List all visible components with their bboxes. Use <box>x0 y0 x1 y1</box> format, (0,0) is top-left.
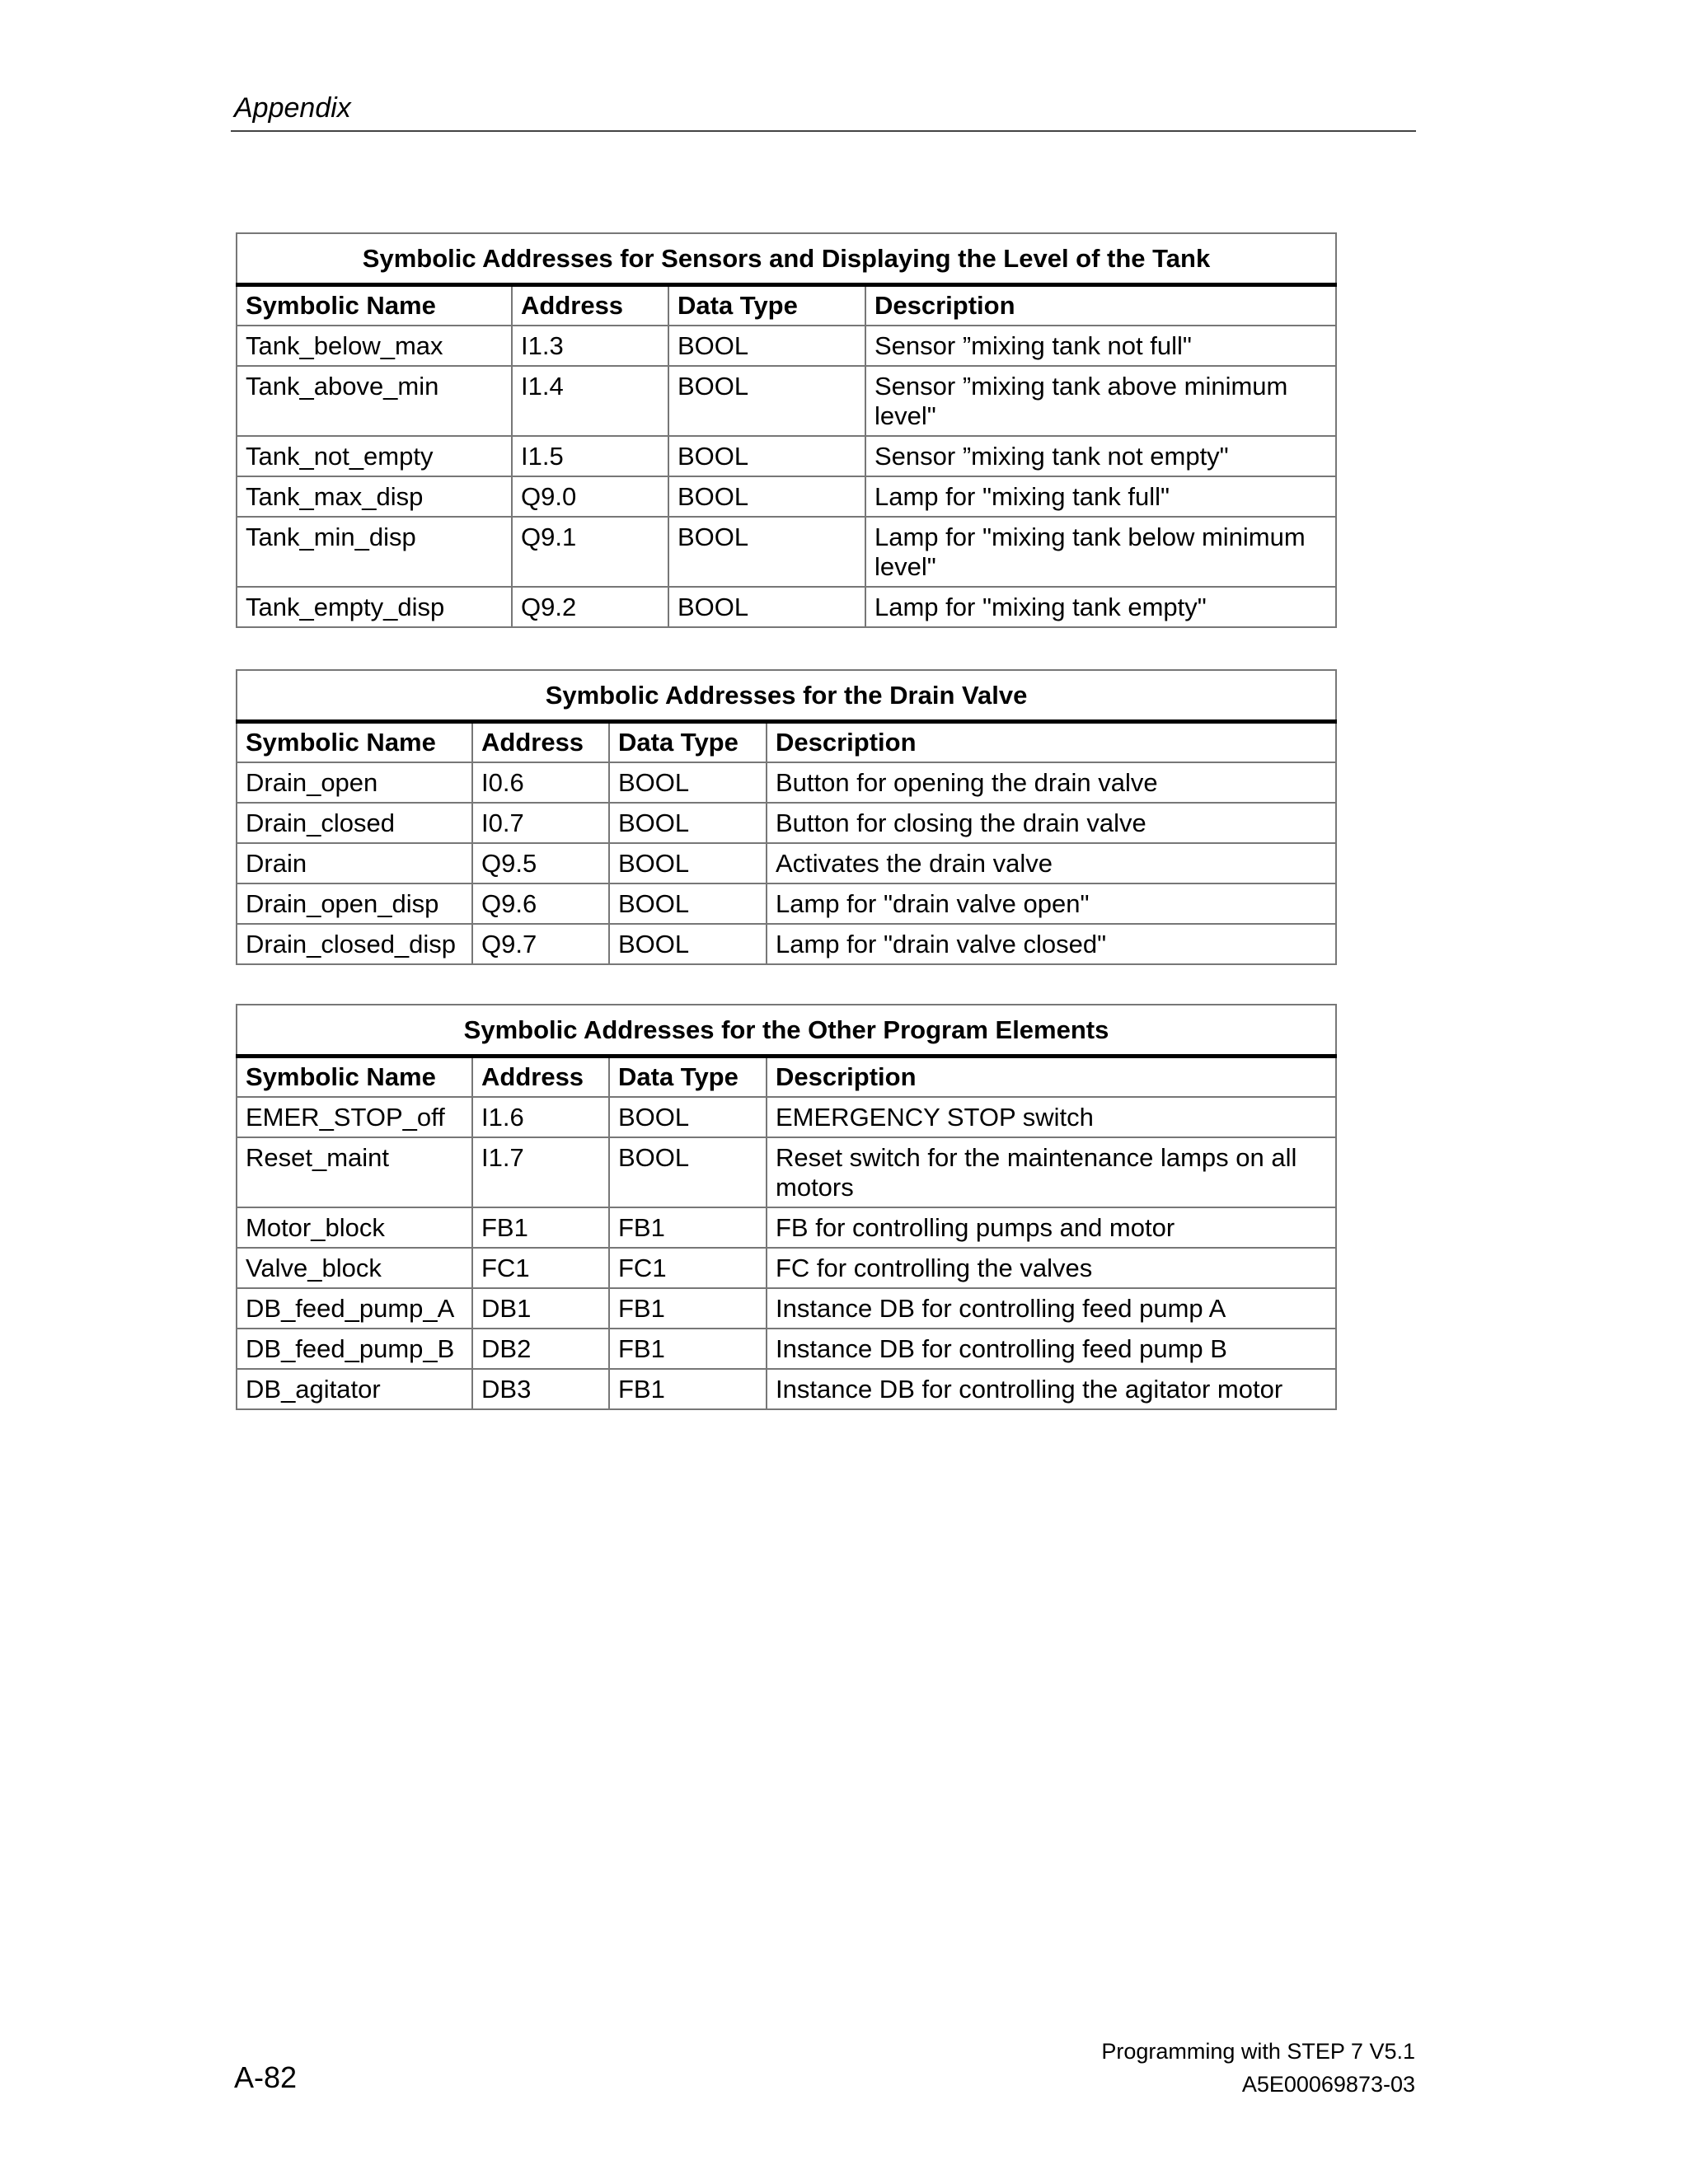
table-header-row <box>237 722 1336 763</box>
cell-symbolic-name: EMER_STOP_off <box>237 1097 472 1137</box>
cell-description: EMERGENCY STOP switch <box>767 1097 1336 1137</box>
table-caption: Symbolic Addresses for the Other Program Elements <box>237 1005 1336 1057</box>
cell-address: I1.4 <box>512 366 668 436</box>
sensor-symbols-table <box>236 232 1337 628</box>
cell-symbolic-name: DB_feed_pump_A <box>237 1288 472 1329</box>
cell-symbolic-name: Drain_closed_disp <box>237 924 472 964</box>
cell-description: Activates the drain valve <box>767 843 1336 883</box>
cell-address: Q9.7 <box>472 924 609 964</box>
column-header-data-type: Data Type <box>668 285 865 326</box>
table-row <box>237 803 1336 843</box>
table-caption: Symbolic Addresses for Sensors and Displaying the Level of the Tank <box>237 233 1336 285</box>
column-header-symbolic-name: Symbolic Name <box>237 285 512 326</box>
cell-data-type: FB1 <box>609 1288 767 1329</box>
cell-description: Lamp for "drain valve closed" <box>767 924 1336 964</box>
column-header-description: Description <box>767 1057 1336 1098</box>
program-elements-symbols-table <box>236 1004 1337 1410</box>
cell-data-type: BOOL <box>668 476 865 517</box>
column-header-symbolic-name: Symbolic Name <box>237 722 472 763</box>
cell-address: FC1 <box>472 1248 609 1288</box>
table-row <box>237 1369 1336 1409</box>
cell-address: I1.5 <box>512 436 668 476</box>
cell-description: Instance DB for controlling the agitator motor <box>767 1369 1336 1409</box>
cell-symbolic-name: Drain <box>237 843 472 883</box>
cell-symbolic-name: Drain_open <box>237 762 472 803</box>
cell-address: Q9.5 <box>472 843 609 883</box>
cell-data-type: BOOL <box>668 326 865 366</box>
cell-symbolic-name: Tank_above_min <box>237 366 512 436</box>
column-header-data-type: Data Type <box>609 1057 767 1098</box>
page-number: A-82 <box>234 2060 298 2094</box>
table-row <box>237 883 1336 924</box>
cell-symbolic-name: Tank_min_disp <box>237 517 512 587</box>
cell-address: DB2 <box>472 1329 609 1369</box>
cell-address: Q9.0 <box>512 476 668 517</box>
cell-data-type: BOOL <box>609 1137 767 1207</box>
cell-address: I1.7 <box>472 1137 609 1207</box>
cell-address: I0.6 <box>472 762 609 803</box>
cell-data-type: BOOL <box>668 587 865 627</box>
table-row <box>237 1097 1336 1137</box>
cell-data-type: BOOL <box>668 517 865 587</box>
table-header-row <box>237 285 1336 326</box>
cell-symbolic-name: DB_agitator <box>237 1369 472 1409</box>
cell-description: Lamp for "mixing tank full" <box>865 476 1336 517</box>
cell-data-type: BOOL <box>609 803 767 843</box>
cell-description: Instance DB for controlling feed pump B <box>767 1329 1336 1369</box>
cell-data-type: BOOL <box>609 843 767 883</box>
cell-address: I1.6 <box>472 1097 609 1137</box>
table-row <box>237 1207 1336 1248</box>
cell-data-type: BOOL <box>609 924 767 964</box>
cell-address: Q9.6 <box>472 883 609 924</box>
cell-address: I0.7 <box>472 803 609 843</box>
cell-description: Button for opening the drain valve <box>767 762 1336 803</box>
column-header-address: Address <box>512 285 668 326</box>
cell-description: Instance DB for controlling feed pump A <box>767 1288 1336 1329</box>
cell-symbolic-name: Motor_block <box>237 1207 472 1248</box>
cell-symbolic-name: Tank_not_empty <box>237 436 512 476</box>
cell-data-type: BOOL <box>609 1097 767 1137</box>
table-row <box>237 1137 1336 1207</box>
cell-address: DB1 <box>472 1288 609 1329</box>
cell-symbolic-name: Drain_closed <box>237 803 472 843</box>
table-row <box>237 924 1336 964</box>
table-header-row <box>237 1057 1336 1098</box>
table-row <box>237 587 1336 627</box>
table-row <box>237 1329 1336 1369</box>
cell-symbolic-name: DB_feed_pump_B <box>237 1329 472 1369</box>
cell-symbolic-name: Reset_maint <box>237 1137 472 1207</box>
cell-symbolic-name: Drain_open_disp <box>237 883 472 924</box>
cell-data-type: BOOL <box>668 436 865 476</box>
cell-address: Q9.1 <box>512 517 668 587</box>
column-header-address: Address <box>472 722 609 763</box>
table-row <box>237 476 1336 517</box>
cell-address: FB1 <box>472 1207 609 1248</box>
column-header-symbolic-name: Symbolic Name <box>237 1057 472 1098</box>
table-row <box>237 326 1336 366</box>
table-row <box>237 843 1336 883</box>
table-row <box>237 1248 1336 1288</box>
cell-description: FB for controlling pumps and motor <box>767 1207 1336 1248</box>
cell-description: Lamp for "drain valve open" <box>767 883 1336 924</box>
cell-data-type: FB1 <box>609 1329 767 1369</box>
cell-description: Sensor ”mixing tank above minimum level" <box>865 366 1336 436</box>
drain-valve-symbols-table <box>236 669 1337 965</box>
cell-address: DB3 <box>472 1369 609 1409</box>
header-divider <box>231 130 1416 132</box>
table-caption: Symbolic Addresses for the Drain Valve <box>237 670 1336 722</box>
cell-symbolic-name: Tank_empty_disp <box>237 587 512 627</box>
cell-description: Sensor ”mixing tank not empty" <box>865 436 1336 476</box>
book-title: Programming with STEP 7 V5.1 <box>1101 2039 1415 2064</box>
cell-symbolic-name: Tank_below_max <box>237 326 512 366</box>
table-row <box>237 1288 1336 1329</box>
cell-data-type: FB1 <box>609 1207 767 1248</box>
column-header-description: Description <box>865 285 1336 326</box>
column-header-data-type: Data Type <box>609 722 767 763</box>
table-row <box>237 517 1336 587</box>
cell-data-type: BOOL <box>609 762 767 803</box>
cell-description: Sensor ”mixing tank not full" <box>865 326 1336 366</box>
cell-data-type: BOOL <box>609 883 767 924</box>
document-code: A5E00069873-03 <box>1241 2072 1415 2097</box>
cell-address: I1.3 <box>512 326 668 366</box>
cell-description: FC for controlling the valves <box>767 1248 1336 1288</box>
column-header-description: Description <box>767 722 1336 763</box>
cell-data-type: FB1 <box>609 1369 767 1409</box>
cell-description: Reset switch for the maintenance lamps on all motors <box>767 1137 1336 1207</box>
table-row <box>237 366 1336 436</box>
table-row <box>237 436 1336 476</box>
cell-description: Lamp for "mixing tank below minimum level" <box>865 517 1336 587</box>
cell-symbolic-name: Tank_max_disp <box>237 476 512 517</box>
cell-symbolic-name: Valve_block <box>237 1248 472 1288</box>
page-header-title: Appendix <box>234 92 351 124</box>
column-header-address: Address <box>472 1057 609 1098</box>
cell-data-type: FC1 <box>609 1248 767 1288</box>
cell-data-type: BOOL <box>668 366 865 436</box>
table-row <box>237 762 1336 803</box>
cell-address: Q9.2 <box>512 587 668 627</box>
cell-description: Button for closing the drain valve <box>767 803 1336 843</box>
cell-description: Lamp for "mixing tank empty" <box>865 587 1336 627</box>
